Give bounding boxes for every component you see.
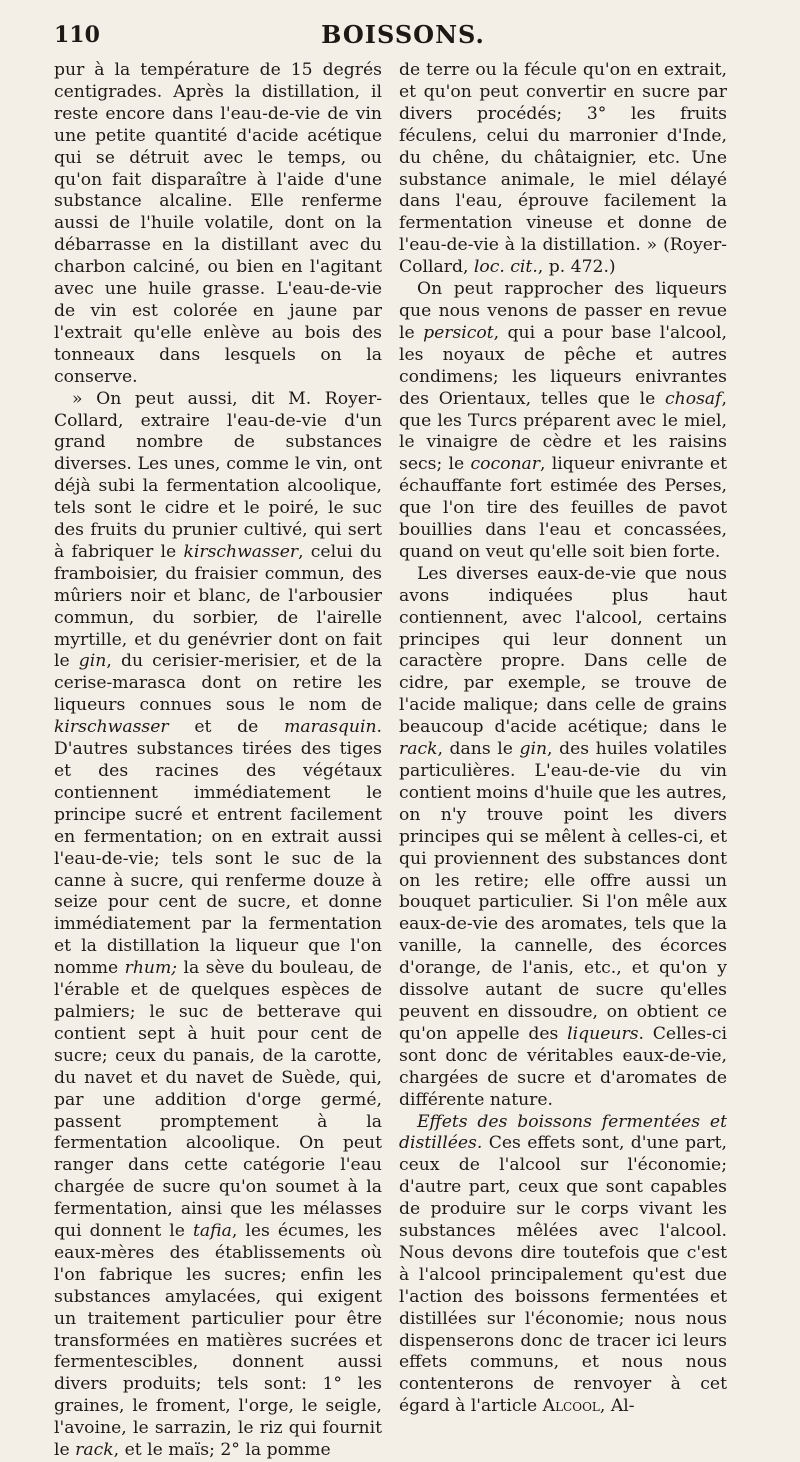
term: gin xyxy=(519,739,548,760)
paragraph: » On peut aussi, dit M. Royer-Collard, extraire l'eau-de-vie d'un grand nombre de substances diverses. Les unes, comme le vin, ont déjà subi la fermentation alcoolique, tels sont le cidre et le poiré, le suc des fruits du prunier cultivé, qui sert à fabriquer le kirschwasser, celui du framboisier, du fraisier commun, des mûriers noir et blanc, de l'arbousier commun, du sorbier, de l'airelle myrtille, et du genévrier dont on fait le gin, du cerisier-merisier, et de la cerise-marasca dont on retire les liqueurs connues sous le nom de kirschwasser et de marasquin. D'autres substances tirées des tiges et des racines des végétaux contiennent immédiatement le principe sucré et entrent facilement en fermentation; on en extrait aussi l'eau-de-vie; tels sont le suc de la canne à sucre, qui renferme douze à seize pour cent de sucre, et donne immédiatement par la fermentation et la distillation la liqueur que l'on nomme rhum; la sève du bouleau, de l'érable et de quelques espèces de palmiers; le suc de betterave qui contient sept à huit pour cent de sucre; ceux du panais, de la carotte, du navet et du navet de Suède, qui, par une addition d'orge germé, passent promptement à la fermentation alcoolique. On peut ranger dans cette catégorie l'eau chargée de sucre qu'on soumet à la fermentation, ainsi que les mélasses qui donnent le tafia, les écumes, les eaux-mères des établissements où l'on fabrique les sucres; enfin les substances amylacées, qui exigent un traitement particulier pour être transformées en matières sucrées et fermentescibles, donnent aussi divers produits; tels sont: 1° les graines, le froment, l'orge, le seigle, l'avoine, le sarrazin, le riz qui fournit le rack, et le maïs; 2° la pomme xyxy=(54,388,382,1461)
left-column xyxy=(54,60,382,1462)
term: gin xyxy=(78,651,107,672)
term: coconar xyxy=(470,454,540,475)
term: liqueurs xyxy=(567,1023,639,1044)
term: rack xyxy=(75,1440,114,1461)
section-heading: Effets des boissons fermentées et distillées. xyxy=(399,1111,727,1154)
running-title: BOISSONS. xyxy=(321,20,485,49)
citation: loc. cit. xyxy=(473,257,538,278)
term: marasquin xyxy=(284,717,377,738)
term: tafia xyxy=(192,1221,232,1242)
paragraph: On peut rapprocher des liqueurs que nous venons de passer en revue le persicot, qui a pour base l'alcool, les noyaux de pêche et autres condimens; les liqueurs enivrantes des Orientaux, telles que le chosaf, que les Turcs préparent avec le miel, le vinaigre de cèdre et les raisins secs; le coconar, liqueur enivrante et échauffante fort estimée des Perses, que l'on tire des feuilles de pavot bouillies dans l'eau et concassées, quand on veut qu'elle soit bien forte. xyxy=(399,279,728,562)
page-header xyxy=(54,14,752,54)
term: persicot xyxy=(423,322,494,343)
cross-reference: Alcool xyxy=(542,1396,600,1417)
term: kirschwasser xyxy=(54,717,169,738)
paragraph: pur à la température de 15 degrés centigrades. Après la distillation, il reste encore dans l'eau-de-vie de vin une petite quantité d'acide acétique qui se détruit avec le temps, ou qu'on fait disparaître à l'aide d'une substance alcaline. Elle renferme aussi de l'huile volatile, dont on la débarrasse en la distillant avec du charbon calciné, ou bien en l'agitant avec une huile grasse. L'eau-de-vie de vin est colorée en jaune par l'extrait qu'elle enlève au bois des tonneaux dans lesquels on la conserve. xyxy=(54,60,382,387)
term: rack xyxy=(399,739,438,760)
right-column xyxy=(399,60,727,1418)
term: rhum; xyxy=(124,958,178,979)
paragraph: Effets des boissons fermentées et distillées. Ces effets sont, d'une part, ceux de l'alcool sur l'économie; d'autre part, ceux que sont capables de produire sur le corps vivant les substances mêlées avec l'alcool. Nous devons dire toutefois que c'est à l'alcool principalement qu'est due l'action des boissons fermentées et distillées sur l'économie; nous nous dispenserons donc de tracer ici leurs effets communs, et nous nous contenterons de renvoyer à cet égard à l'article Alcool, Al- xyxy=(399,1111,727,1417)
term: chosaf xyxy=(665,388,722,409)
page-number: 110 xyxy=(54,22,100,48)
paragraph: de terre ou la fécule qu'on en extrait, et qu'on peut convertir en sucre par divers procédés; 3° les fruits féculens, celui du marronier d'Inde, du chêne, du châtaignier, etc. Une substance animale, le miel délayé dans l'eau, éprouve facilement la fermentation vineuse et donne de l'eau-de-vie à la distillation. » (Royer-Collard, loc. cit., p. 472.) xyxy=(399,60,727,278)
paragraph: Les diverses eaux-de-vie que nous avons indiquées plus haut contiennent, avec l'alcool, certains principes qui leur donnent un caractère propre. Dans celle de cidre, par exemple, se trouve de l'acide malique; dans celle de grains beaucoup d'acide acétique; dans le rack, dans le gin, des huiles volatiles particulières. L'eau-de-vie du vin contient moins d'huile que les autres, on n'y trouve point les divers principes qui se mêlent à celles-ci, et qui proviennent des substances dont on les retire; elle offre aussi un bouquet particulier. Si l'on mêle aux eaux-de-vie des aromates, tels que la vanille, la cannelle, des écorces d'orange, de l'anis, etc., et qu'on y dissolve autant de sucre qu'elles peuvent en dissoudre, on obtient ce qu'on appelle des liqueurs. Celles-ci sont donc de véritables eaux-de-vie, chargées de sucre et d'aromates de différente nature. xyxy=(399,563,728,1110)
term: kirschwasser xyxy=(183,541,299,562)
